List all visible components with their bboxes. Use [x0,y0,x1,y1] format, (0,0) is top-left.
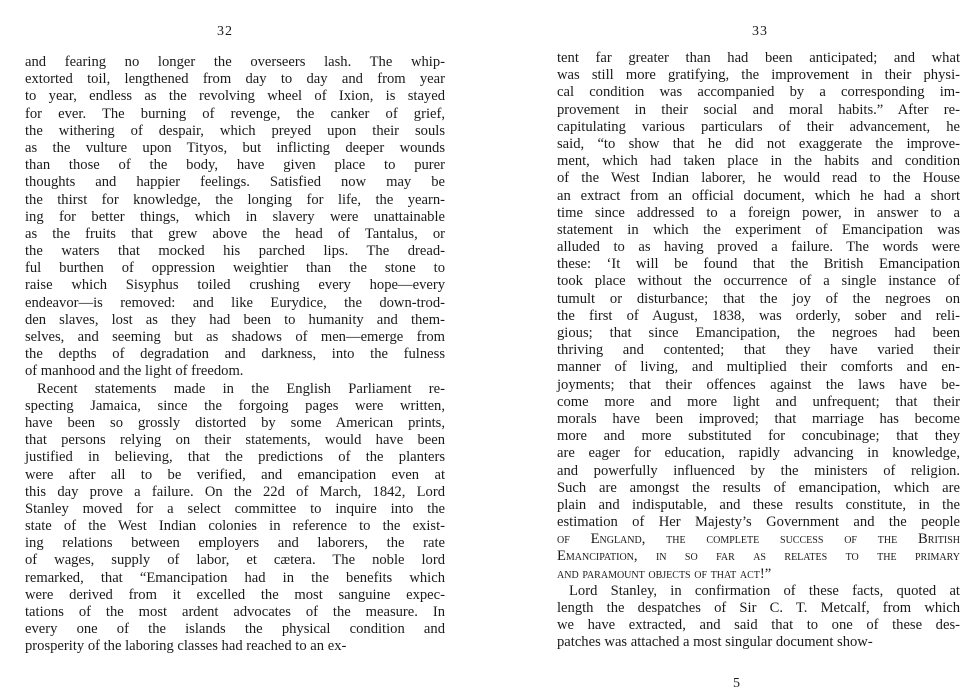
text-line: than those of the body, have given place to purer [25,157,445,174]
text-line: Recent statements made in the English Parliament re- [37,380,445,397]
text-line: every one of the islands the physical condition and [25,621,445,638]
text-line: endeavor—is removed: and like Eurydice, the down-trod- [25,294,445,311]
text-line: were after all to be verified, and emancipation even at [25,466,445,483]
text-line: length the despatches of Sir C. T. Metcalf, from which [557,600,960,616]
text-line: more and more substituted for concubinage; that they [557,428,960,445]
text-line: tent far greater than had been anticipated; and what [557,50,960,66]
text-line: the depths of degradation and darkness, into the fulness [25,346,445,363]
text-line: to year, endless as the revolving wheel of Ixion, is stayed [25,88,445,105]
text-line: of the West Indian laborer, he would read to the House [557,170,960,187]
text-line: alluded to as having proved a failure. The words were [557,239,960,256]
text-line: ing relations between employers and laborers, the rate [25,535,445,552]
text-line: morals have been improved; that marriage has become [557,410,960,427]
signature-mark: 5 [733,676,740,691]
text-line: plain and indisputable, and these results constitute, in the [557,496,960,513]
text-line: Stanley moved for a select committee to inquire into the [25,500,445,517]
text-line: and paramount objects of that act!” [557,565,772,582]
text-line: provement in their social and moral habits.” After re- [557,101,960,118]
text-line: for ever. The burning of revenge, the canker of grief, [25,105,445,122]
page-number: 33 [752,24,768,39]
text-line: and powerfully influenced by the ministers of religion. [557,462,960,479]
text-line: were derived from it excelled the most sanguine expec- [25,586,445,603]
text-line: selves, and seeming but as shadows of men—emerge from [25,329,445,345]
text-line: that persons relying on their statements, would have been [25,432,445,449]
text-line: thoughts and happier feelings. Satisfied now may be [25,174,445,191]
text-line: prosperity of the laboring classes had reached to an ex- [25,638,347,655]
page-text [25,54,445,656]
text-line: justified in believing, that the predictions of the planters [25,449,445,466]
left-page [0,0,470,698]
text-line: joyments; that their offences against the laws have be- [557,376,960,393]
text-line: manner of living, and multiplied their comforts and en- [557,359,960,376]
text-line: Such are amongst the results of emancipation, which are [557,479,960,496]
text-line: of wages, supply of labor, et cætera. The noble lord [25,552,445,569]
text-line: specting Jamaica, since the forgoing pages were written, [25,397,445,414]
text-line: as the fruits that grew above the head of Tantalus, or [25,225,445,242]
text-line: took place without the occurrence of a single instance of [557,273,960,290]
text-line: capitulating various particulars of their advancement, he [557,118,960,135]
text-line: ment, which had taken place in the habits and condition [557,153,960,170]
text-line: cal condition was accompanied by a corresponding im- [557,84,960,101]
text-line: come more and more light and unfrequent; that their [557,393,960,410]
text-line: the thirst for knowledge, the longing for life, the yearn- [25,191,445,208]
text-line: remarked, that “Emancipation had in the benefits which [25,569,445,586]
text-line: ing for better things, which in slavery were unattainable [25,208,445,225]
text-line: of manhood and the light of freedom. [25,363,244,380]
text-line: are eager for education, rapidly advancing in knowledge, [557,445,960,462]
text-line: tumult or disturbance; that the joy of the negroes on [557,290,960,307]
text-line: we have extracted, and said that to one of these des- [557,617,960,634]
text-line: den slaves, lost as they had been to humanity and them- [25,311,445,328]
text-line: state of the West Indian colonies in reference to the exist- [25,518,445,535]
text-line: of England, the complete success of the British [557,531,960,548]
text-line: gious; that since Emancipation, the negroes had been [557,325,960,341]
right-page [500,0,980,698]
text-line: Emancipation, in so far as relates to the primary [557,548,960,565]
text-line: said, “to show that he did not exaggerate the improve- [557,135,960,152]
text-line: thriving and contented; that they have varied their [557,342,960,359]
text-line: patches was attached a most singular document show- [557,634,873,651]
text-line: an extract from an official document, which he had a short [557,187,960,204]
text-line: Lord Stanley, in confirmation of these facts, quoted at [569,582,960,599]
text-line: this day prove a failure. On the 22d of March, 1842, Lord [25,483,445,500]
text-line: ful burthen of oppression weightier than the stone to [25,260,445,277]
text-line: time since addressed to a foreign power, in answer to a [557,204,960,221]
text-line: the withering of despair, which preyed upon their souls [25,122,445,139]
text-line: extorted toil, lengthened from day to day and from year [25,71,445,88]
text-line: the waters that mocked his parched lips. The dread- [25,243,445,260]
text-line: statement in which the experiment of Emancipation was [557,221,960,238]
text-line: as the vulture upon Tityos, but inflicting deeper wounds [25,139,445,156]
text-line: was still more gratifying, the improvement in their physi- [557,67,960,84]
text-line: the first of August, 1838, was orderly, sober and reli- [557,307,960,324]
text-line: raise which Sisyphus toiled crushing every hope—every [25,277,445,294]
text-line: and fearing no longer the overseers lash. The whip- [25,54,445,70]
text-line: estimation of Her Majesty’s Government and the people [557,514,960,531]
text-line: tations of the most ardent advocates of the measure. In [25,604,445,620]
text-line: have been so grossly distorted by some American prints, [25,414,445,431]
page-number: 32 [217,24,233,39]
page-text [557,50,960,652]
text-line: these: ‘It will be found that the British Emancipation [557,256,960,273]
